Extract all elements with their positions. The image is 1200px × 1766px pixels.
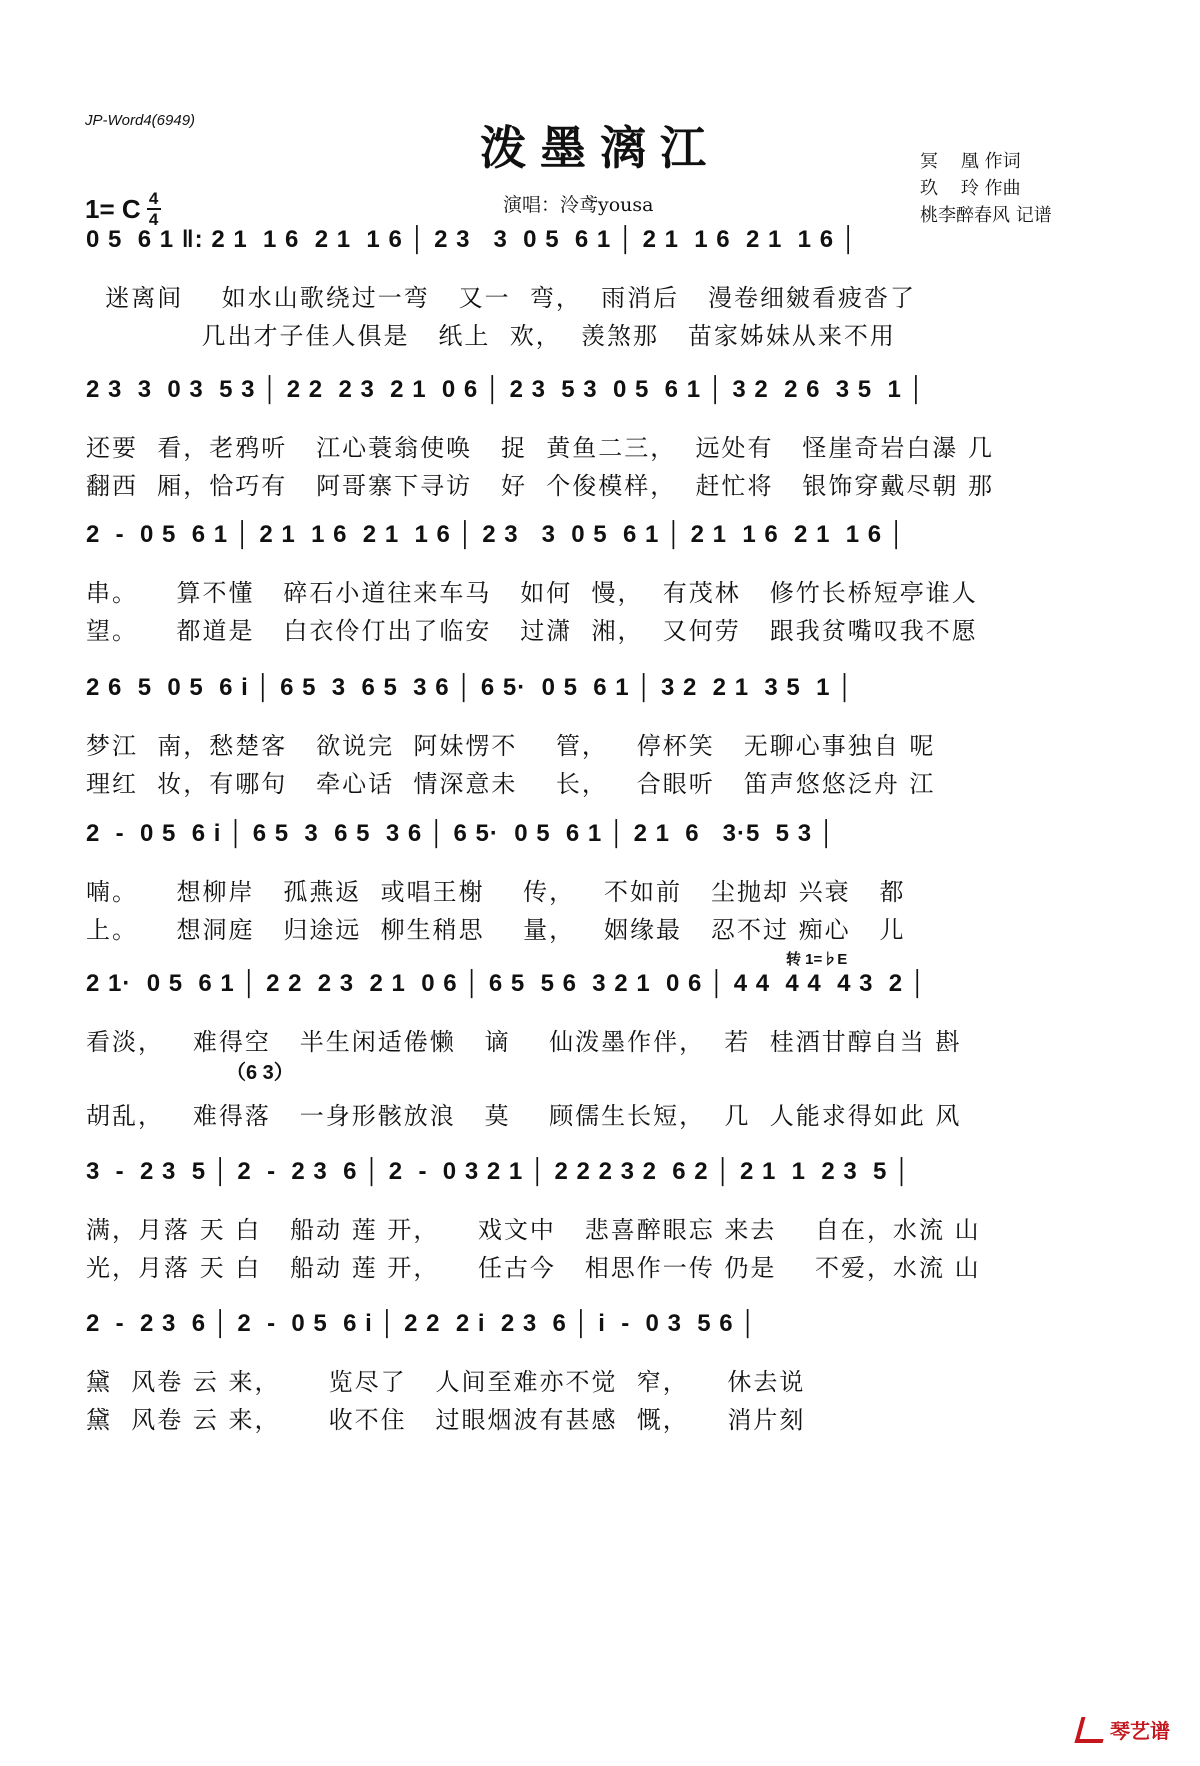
credits <box>920 148 1052 229</box>
lyric-verse-1: 看淡， 难得空 半生闲适倦懒 谪 仙泼墨作伴， 若 桂酒甘醇自当 斟 <box>86 1028 962 1056</box>
lyric-verse-2: 光，月落 天 白 船动 莲 开， 任古今 相思作一传 仍是 不爱，水流 山 <box>86 1254 981 1282</box>
lyricist-credit: 冥 凰 作词 <box>920 151 1021 172</box>
key-label: 1= C <box>85 193 141 224</box>
lyric-verse-1: 串。 算不懂 碎石小道往来车马 如何 慢， 有茂林 修竹长桥短亭谁人 <box>86 579 978 607</box>
system-5 <box>86 820 1106 944</box>
lyric-verse-1: 梦江 南，愁楚客 欲说完 阿妹愣不 管， 停杯笑 无聊心事独自 呢 <box>86 732 936 760</box>
lyric-verse-2: 上。 想洞庭 归途远 柳生稍思 量， 姻缘最 忍不过 痴心 儿 <box>86 916 906 944</box>
notes-line: 0 5 6 1 ‖: 2 1 1 6 2 1 1 6 │ 2 3 3 0 5 6 1 │ 2 1 1 6 2 1 1 6 │ <box>86 226 858 253</box>
system-2 <box>86 376 1106 500</box>
alt-notes: （6 3） <box>226 1062 294 1084</box>
watermark-text: 琴艺谱 <box>1110 1721 1170 1743</box>
key-signature <box>85 190 161 228</box>
notes-line: 2 6 5 0 5 6 i │ 6 5 3 6 5 3 6 │ 6 5· 0 5 6 1 │ 3 2 2 1 3 5 1 │ <box>86 674 855 701</box>
system-4 <box>86 674 1106 798</box>
lyric-verse-2: 几出才子佳人俱是 纸上 欢， 羡煞那 苗家姊妹从来不用 <box>86 322 896 350</box>
lyric-verse-1: 满，月落 天 白 船动 莲 开， 戏文中 悲喜醉眼忘 来去 自在，水流 山 <box>86 1216 981 1244</box>
logo-icon <box>1075 1717 1110 1743</box>
system-6 <box>86 948 1106 1130</box>
notes-line: 2 - 2 3 6 │ 2 - 0 5 6 i │ 2 2 2 i 2 3 6 │ i - 0 3 5 6 │ <box>86 1310 758 1337</box>
lyric-verse-2: 翻西 厢，恰巧有 阿哥寨下寻访 好 个俊模样， 赶忙将 银饰穿戴尽朝 那 <box>86 472 995 500</box>
notes-line: 2 3 3 0 3 5 3 │ 2 2 2 3 2 1 0 6 │ 2 3 5 3 0 5 6 1 │ 3 2 2 6 3 5 1 │ <box>86 376 926 403</box>
watermark-logo <box>1078 1715 1170 1744</box>
notes-line: 2 1· 0 5 6 1 │ 2 2 2 3 2 1 0 6 │ 6 5 5 6 3 2 1 0 6 │ 4 4 4 4 4 3 2 │ <box>86 970 927 997</box>
lyric-verse-2: 黛 风卷 云 来， 收不住 过眼烟波有甚感 慨， 消片刻 <box>86 1406 806 1434</box>
lyric-verse-1: 喃。 想柳岸 孤燕返 或唱王榭 传， 不如前 尘抛却 兴衰 都 <box>86 878 906 906</box>
software-label: JP-Word4(6949) <box>85 112 196 129</box>
notes-line: 2 - 0 5 6 i │ 6 5 3 6 5 3 6 │ 6 5· 0 5 6 1 │ 2 1 6 3·5 5 3 │ <box>86 820 836 847</box>
lyric-verse-2: 理红 妆，有哪句 牵心话 情深意未 长， 合眼听 笛声悠悠泛舟 江 <box>86 770 936 798</box>
song-title: 泼墨漓江 <box>480 121 720 175</box>
transcriber-credit: 桃李醉春风 记谱 <box>920 205 1052 226</box>
notes-line: 3 - 2 3 5 │ 2 - 2 3 6 │ 2 - 0 3 2 1 │ 2 2 2 3 2 6 2 │ 2 1 1 2 3 5 │ <box>86 1158 912 1185</box>
modulation-mark: 转 1=♭E <box>786 951 848 968</box>
system-8 <box>86 1310 1106 1434</box>
composer-credit: 玖 玲 作曲 <box>920 178 1021 199</box>
lyric-verse-1: 还要 看，老鸦听 江心蓑翁使唤 捉 黄鱼二三， 远处有 怪崖奇岩白瀑 几 <box>86 434 995 462</box>
lyric-verse-2: 胡乱， 难得落 一身形骸放浪 莫 顾儒生长短， 几 人能求得如此 风 <box>86 1102 962 1130</box>
time-signature: $\frac{4}{4}$ <box>147 190 161 228</box>
system-3 <box>86 521 1106 645</box>
lyric-verse-1: 黛 风卷 云 来， 览尽了 人间至难亦不觉 窄， 休去说 <box>86 1368 806 1396</box>
system-7 <box>86 1158 1106 1282</box>
singer-credit: 演唱：泠鸢yousa <box>503 194 654 216</box>
system-1 <box>86 226 1106 350</box>
lyric-verse-1: 迷离间 如水山歌绕过一弯 又一 弯， 雨消后 漫卷细皴看疲沓了 <box>86 284 917 312</box>
notes-line: 2 - 0 5 6 1 │ 2 1 1 6 2 1 1 6 │ 2 3 3 0 5 6 1 │ 2 1 1 6 2 1 1 6 │ <box>86 521 906 548</box>
lyric-verse-2: 望。 都道是 白衣伶仃出了临安 过潇 湘， 又何劳 跟我贫嘴叹我不愿 <box>86 617 978 645</box>
